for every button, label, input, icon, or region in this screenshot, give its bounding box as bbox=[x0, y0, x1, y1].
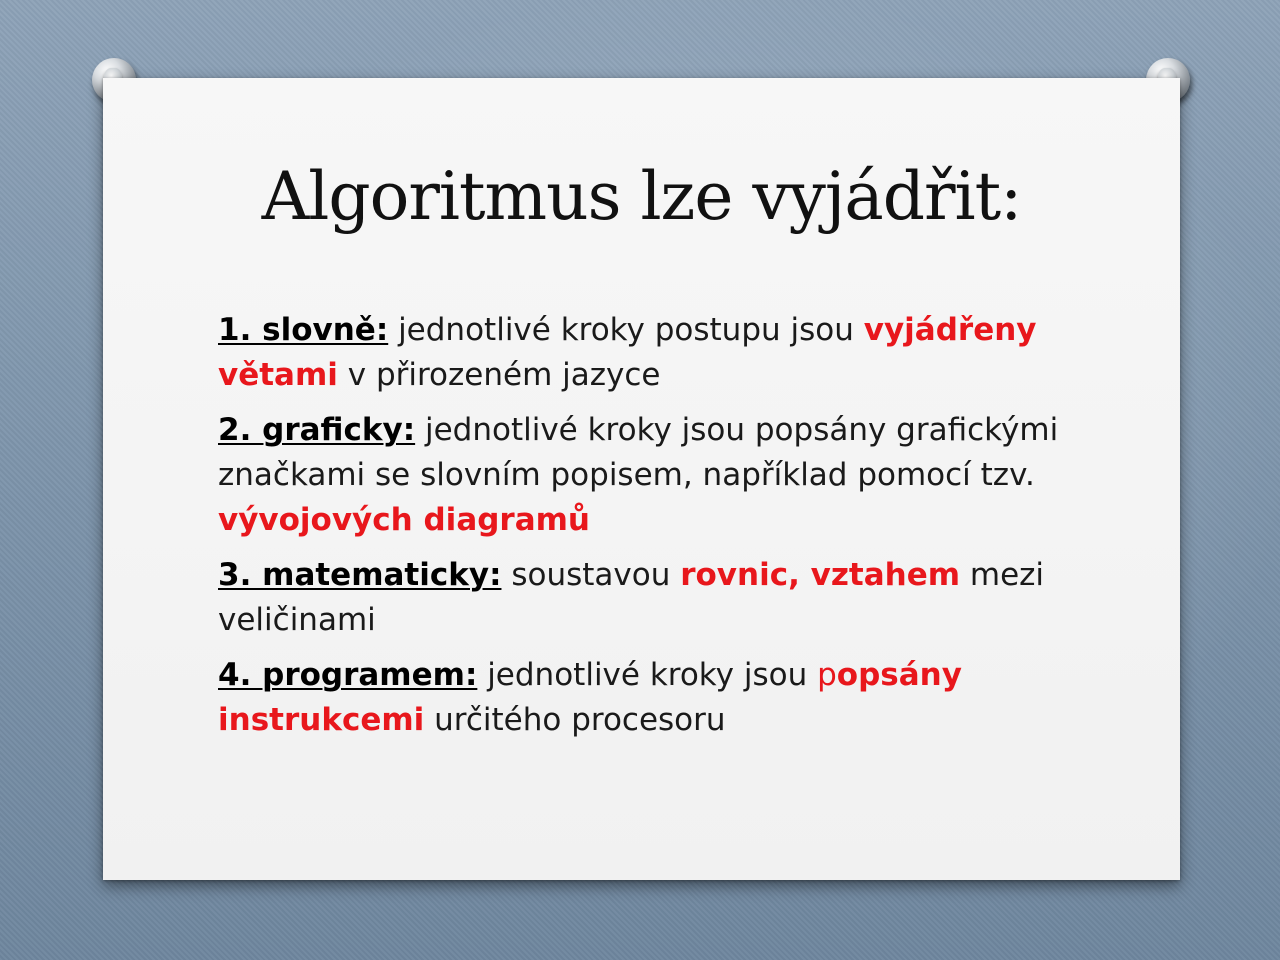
item-text: jednotlivé kroky jsou bbox=[477, 657, 818, 693]
item-text: mezi veličinami bbox=[218, 557, 1045, 638]
item-highlight-start: p bbox=[817, 657, 837, 693]
list-item bbox=[218, 553, 1118, 643]
item-highlight: vyjádřeny větami bbox=[218, 312, 1037, 393]
item-label: 3. matematicky: bbox=[218, 557, 502, 593]
item-label: 2. graficky: bbox=[218, 412, 416, 448]
item-label: 4. programem: bbox=[218, 657, 478, 693]
slide-title: Algoritmus lze vyjádřit: bbox=[261, 158, 1022, 235]
item-highlight: vývojových diagramů bbox=[218, 502, 590, 538]
item-text: soustavou bbox=[501, 557, 681, 593]
list-item bbox=[218, 408, 1118, 543]
item-label: 1. slovně: bbox=[218, 312, 389, 348]
item-text: jednotlivé kroky jsou popsány grafickými značkami se slovním popisem, například pomocí tzv. bbox=[218, 412, 1059, 493]
list-item bbox=[218, 653, 1118, 743]
item-text: v přirozeném jazyce bbox=[337, 357, 661, 393]
item-text: jednotlivé kroky postupu jsou bbox=[388, 312, 864, 348]
list-item bbox=[218, 308, 1118, 398]
item-highlight: rovnic, vztahem bbox=[680, 557, 961, 593]
item-highlight: opsány instrukcemi bbox=[218, 657, 962, 738]
slide-body bbox=[218, 308, 1118, 753]
item-text: určitého procesoru bbox=[424, 702, 726, 738]
